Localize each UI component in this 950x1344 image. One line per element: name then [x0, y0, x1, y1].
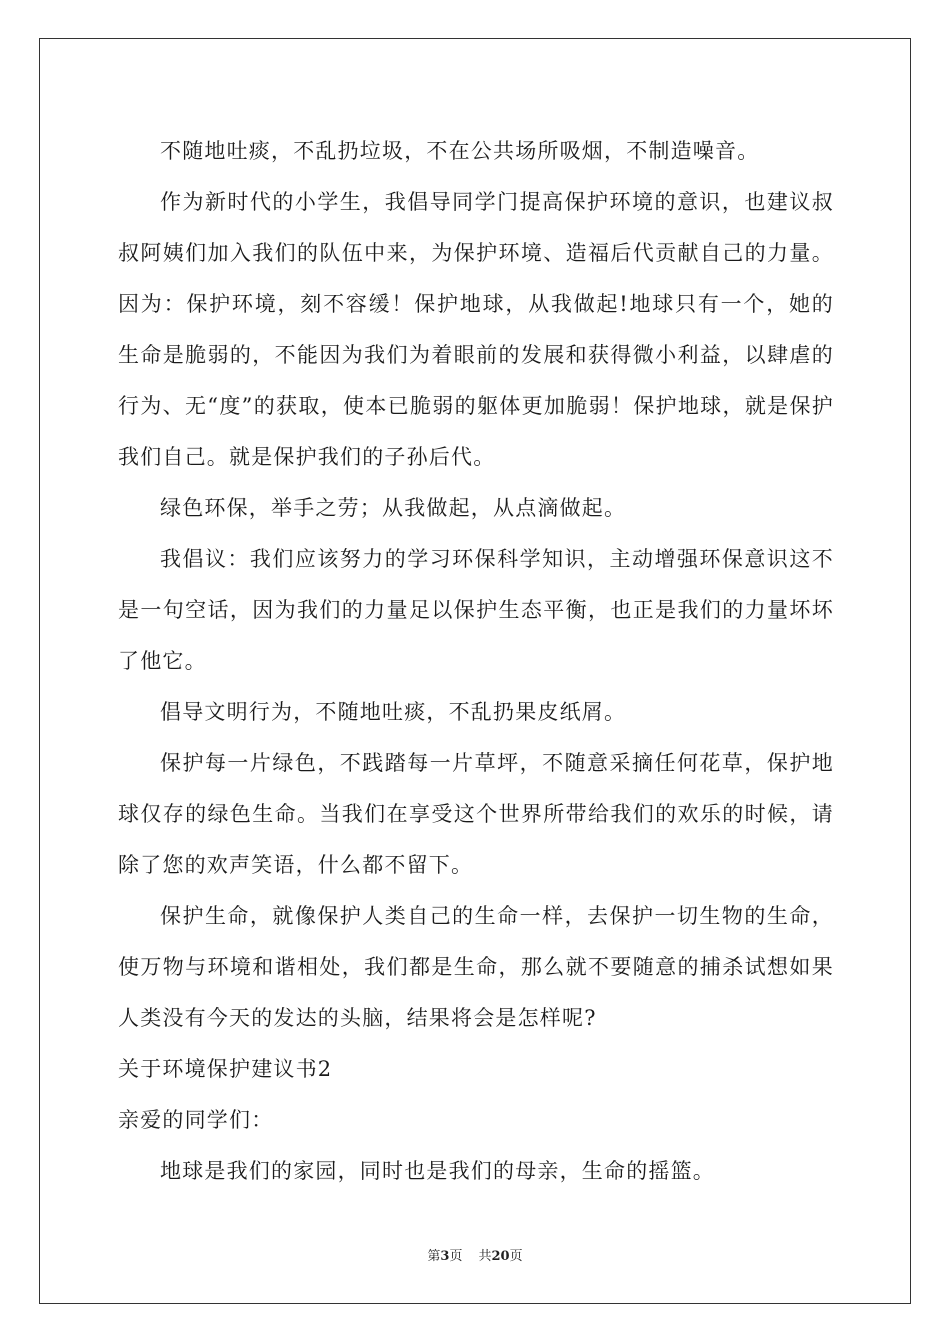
paragraph: 保护每一片绿色，不践踏每一片草坪，不随意采摘任何花草，保护地球仅存的绿色生命。当我们在享受这个世界所带给我们的欢乐的时候，请除了您的欢声笑语，什么都不留下。 — [118, 751, 834, 877]
footer-page-unit: 页 — [449, 1249, 463, 1264]
document-body — [118, 126, 834, 1197]
paragraph: 地球是我们的家园，同时也是我们的母亲，生命的摇篮。 — [160, 1159, 715, 1183]
footer-prefix: 第 — [427, 1249, 441, 1264]
paragraph: 绿色环保，举手之劳；从我做起，从点滴做起。 — [160, 496, 627, 520]
paragraph: 倡导文明行为，不随地吐痰，不乱扔果皮纸屑。 — [160, 700, 627, 724]
section-title: 关于环境保护建议书2 — [118, 1057, 333, 1081]
total-pages: 20 — [491, 1249, 510, 1264]
paragraph: 不随地吐痰，不乱扔垃圾，不在公共场所吸烟，不制造噪音。 — [160, 139, 760, 163]
page-number: 3 — [440, 1249, 450, 1264]
paragraph: 保护生命，就像保护人类自己的生命一样，去保护一切生物的生命，使万物与环境和谐相处，我们都是生命，那么就不要随意的捕杀试想如果人类没有今天的发达的头脑，结果将会是怎样呢? — [118, 904, 834, 1030]
paragraph: 我倡议：我们应该努力的学习环保科学知识，主动增强环保意识这不是一句空话，因为我们的力量足以保护生态平衡，也正是我们的力量坏坏了他它。 — [118, 547, 834, 673]
footer-total-unit: 页 — [509, 1249, 523, 1264]
footer-total-prefix: 共 — [478, 1249, 492, 1264]
paragraph: 作为新时代的小学生，我倡导同学门提高保护环境的意识，也建议叔叔阿姨们加入我们的队伍中来，为保护环境、造福后代贡献自己的力量。因为：保护环境，刻不容缓！保护地球，从我做起!地球只有一个，她的生命是脆弱的，不能因为我们为着眼前的发展和获得微小利益，以肆虐的行为、无“度”的获取，使本已脆弱的躯体更加脆弱！保护地球，就是保护我们自己。就是保护我们的子孙后代。 — [118, 190, 834, 469]
salutation: 亲爱的同学们： — [118, 1108, 274, 1132]
page-footer — [0, 1245, 950, 1264]
